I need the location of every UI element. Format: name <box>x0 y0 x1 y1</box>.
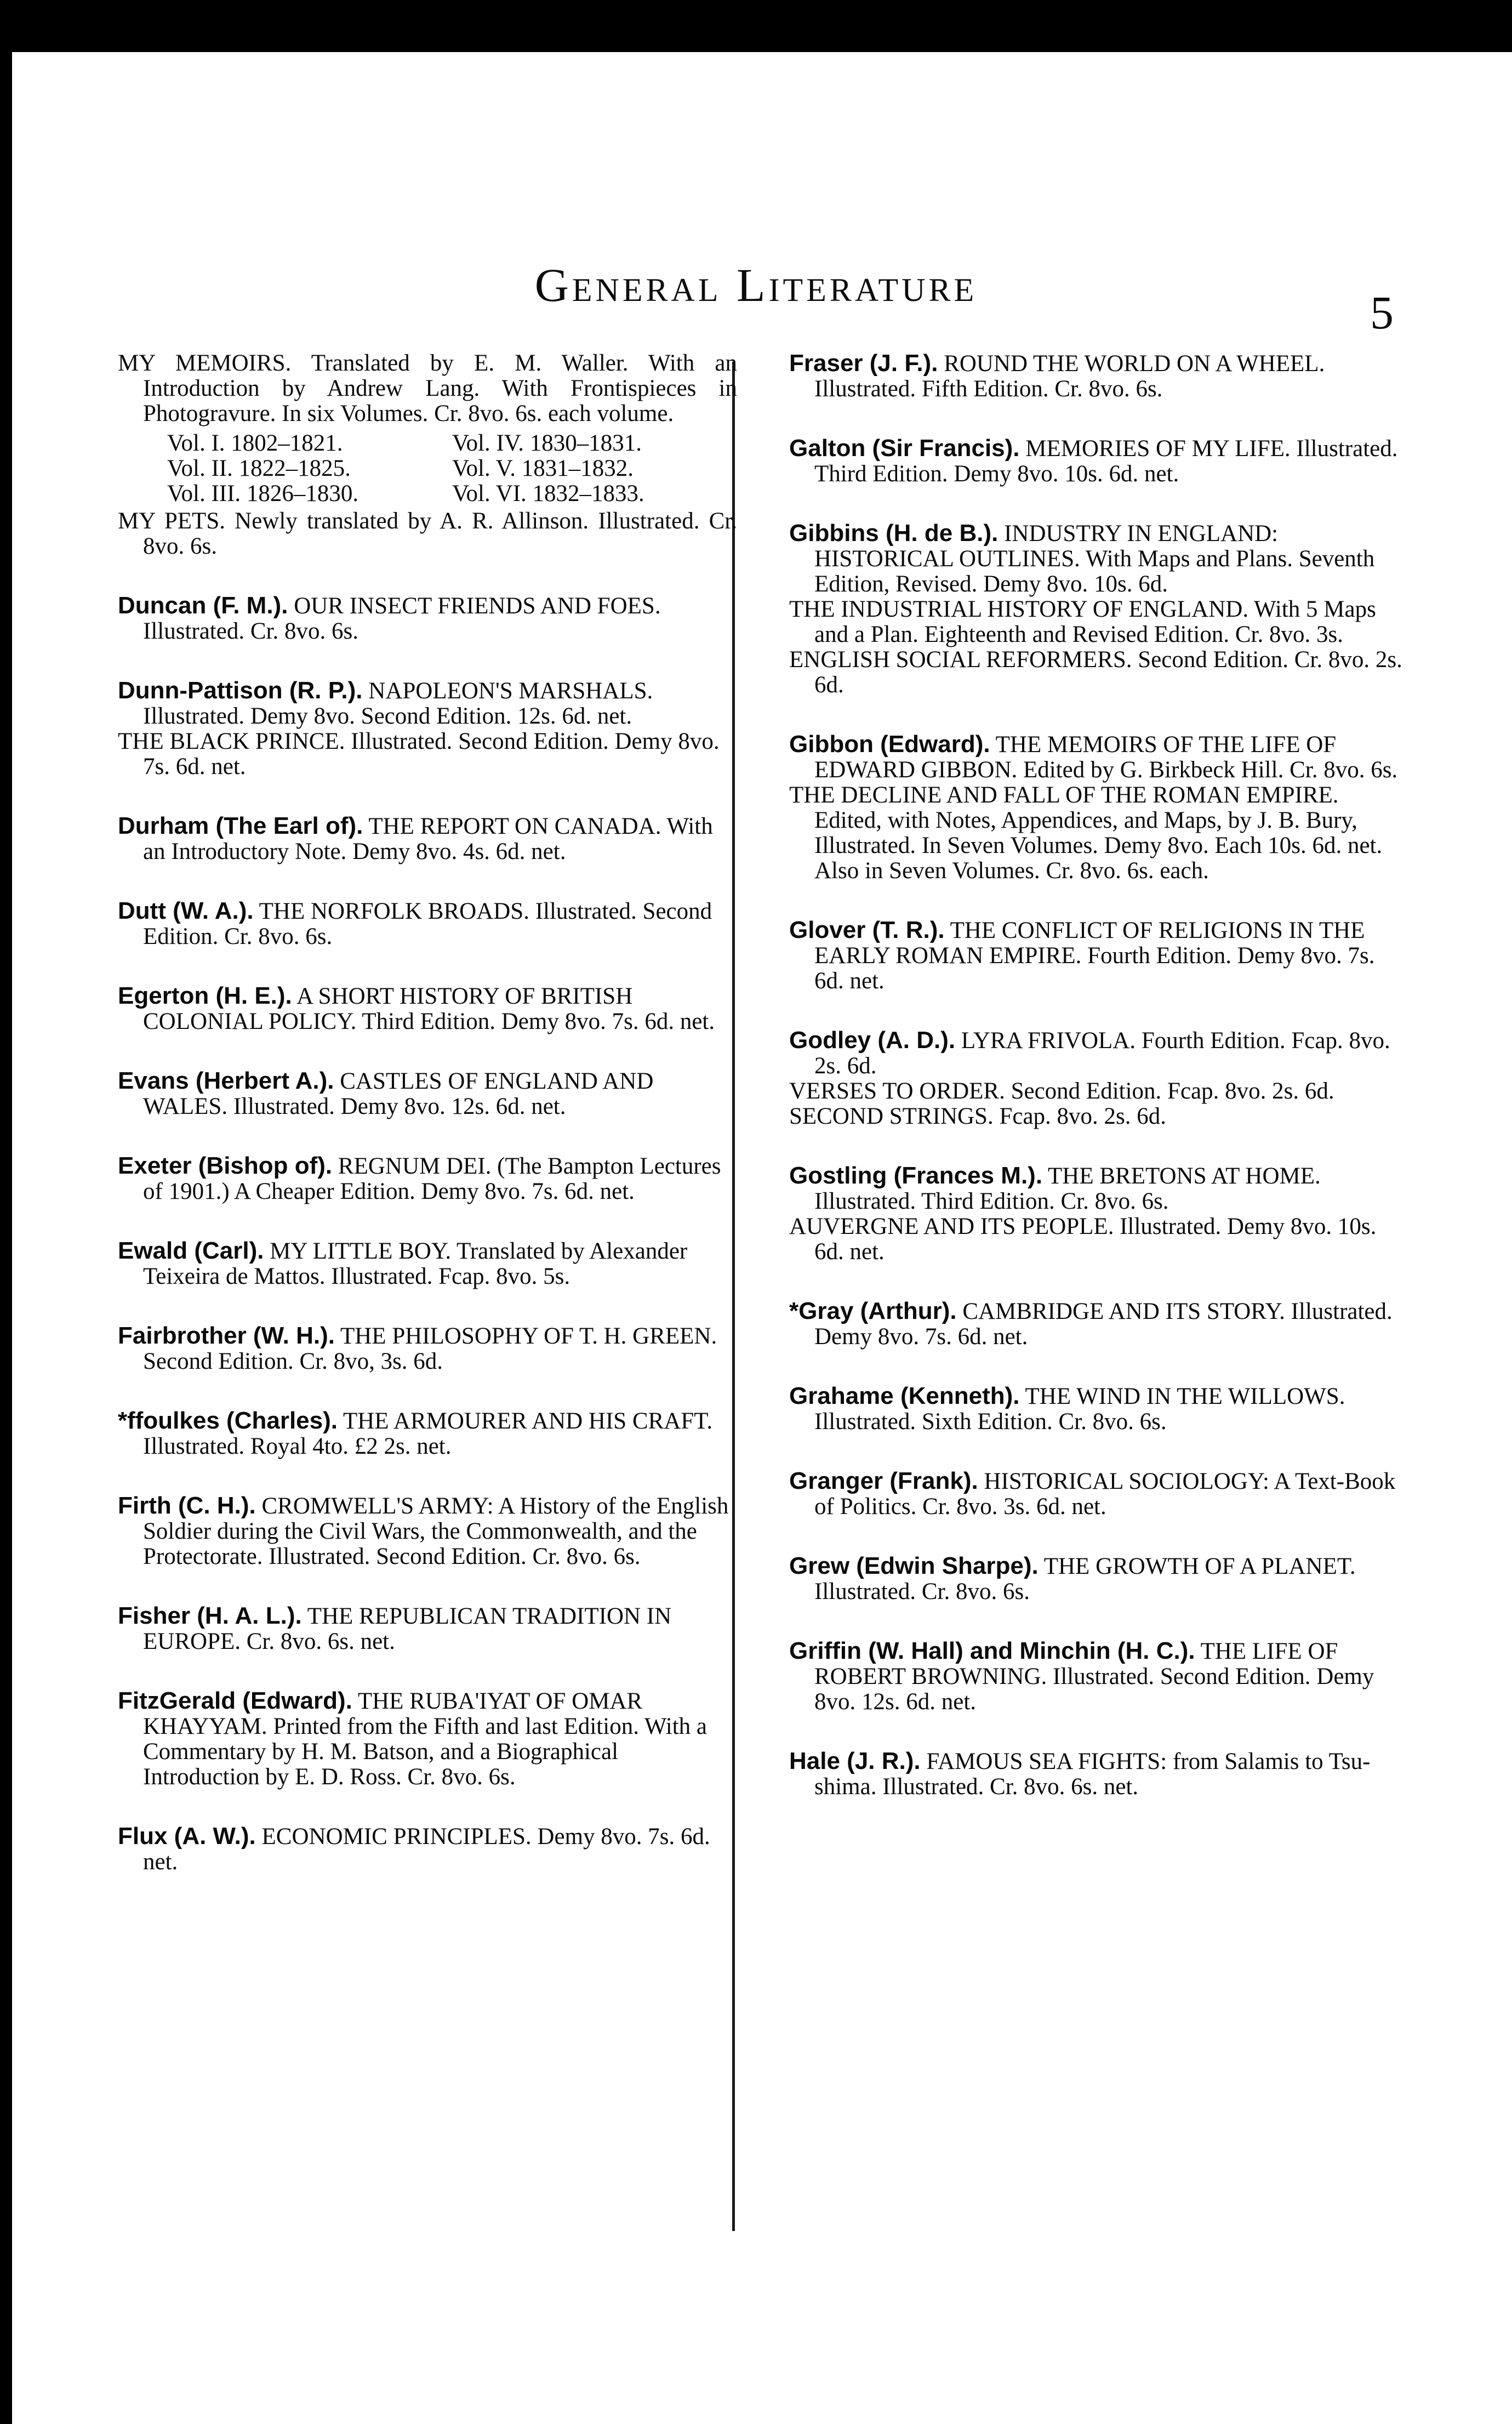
entry-author: Exeter (Bishop of). <box>118 1152 333 1179</box>
catalog-entry-dutt <box>118 898 737 949</box>
catalog-entry-evans <box>118 1068 737 1119</box>
catalog-entry-egerton <box>118 983 737 1034</box>
catalog-entry-firth <box>118 1493 737 1569</box>
entry-author: Fraser (J. F.). <box>789 350 938 377</box>
entry-text: THE PHILOSOPHY OF T. H. GREEN. Second Edition. Cr. 8vo, 3s. 6d. <box>143 1323 717 1374</box>
entry-text: THE GROWTH OF A PLANET. Illustrated. Cr. 8vo. 6s. <box>814 1554 1356 1604</box>
entry-text: ECONOMIC PRINCIPLES. Demy 8vo. 7s. 6d. net. <box>143 1824 710 1875</box>
catalog-entry-galton <box>789 436 1408 487</box>
catalog-entry-gibbins <box>789 521 1408 698</box>
catalog-entry-grahame <box>789 1384 1408 1435</box>
catalog-entry-godley <box>789 1028 1408 1129</box>
entry-extra: SECOND STRINGS. Fcap. 8vo. 2s. 6d. <box>789 1103 1167 1129</box>
entry-text: CROMWELL'S ARMY: A History of the English Soldier during the Civil Wars, the Commonwealth, and the Protectorate. Illustrated. Second Edition. Cr. 8vo. 6s. <box>143 1493 729 1569</box>
scan-left-border <box>0 52 12 2424</box>
entry-text: THE CONFLICT OF RELIGIONS IN THE EARLY ROMAN EMPIRE. Fourth Edition. Demy 8vo. 7s. 6d. net. <box>814 918 1375 994</box>
entry-author: Flux (A. W.). <box>118 1823 256 1850</box>
entry-text: THE BRETONS AT HOME. Illustrated. Third Edition. Cr. 8vo. 6s. <box>814 1163 1321 1214</box>
entry-extra: VERSES TO ORDER. Second Edition. Fcap. 8vo. 2s. 6d. <box>789 1078 1334 1104</box>
catalog-entry-memoirs <box>118 351 737 426</box>
entry-extra: THE BLACK PRINCE. Illustrated. Second Edition. Demy 8vo. 7s. 6d. net. <box>118 729 720 779</box>
entry-text: FAMOUS SEA FIGHTS: from Salamis to Tsu-shima. Illustrated. Cr. 8vo. 6s. net. <box>814 1749 1371 1800</box>
entry-text: NAPOLEON'S MARSHALS. Illustrated. Demy 8vo. Second Edition. 12s. 6d. net. <box>143 678 653 729</box>
entry-author: Fairbrother (W. H.). <box>118 1322 335 1349</box>
entry-text: THE RUBA'IYAT OF OMAR KHAYYAM. Printed from the Fifth and last Edition. With a Commentary by H. M. Batson, and a Biographical Introduction by E. D. Ross. Cr. 8vo. 6s. <box>143 1688 707 1790</box>
entry-text: INDUSTRY IN ENGLAND: HISTORICAL OUTLINES. With Maps and Plans. Seventh Edition, Revised. Demy 8vo. 10s. 6d. <box>814 521 1375 597</box>
running-head: General Literature <box>534 259 978 311</box>
catalog-entry-grew <box>789 1554 1408 1604</box>
catalog-entry-ffoulkes <box>118 1408 737 1459</box>
entry-extra: THE INDUSTRIAL HISTORY OF ENGLAND. With 5 Maps and a Plan. Eighteenth and Revised Edition. Cr. 8vo. 3s. <box>789 596 1376 647</box>
entry-author: Hale (J. R.). <box>789 1748 921 1774</box>
catalog-entry-duncan <box>118 593 737 644</box>
entry-text: CASTLES OF ENGLAND AND WALES. Illustrated. Demy 8vo. 12s. 6d. net. <box>143 1068 654 1119</box>
catalog-entry-ewald <box>118 1238 737 1289</box>
entry-author: Evans (Herbert A.). <box>118 1067 334 1094</box>
entry-author: Granger (Frank). <box>789 1467 978 1494</box>
catalog-entry-fitzgerald <box>118 1688 737 1790</box>
catalog-entry-flux <box>118 1824 737 1875</box>
entry-author: Durham (The Earl of). <box>118 812 363 839</box>
entry-text: A SHORT HISTORY OF BRITISH COLONIAL POLICY. Third Edition. Demy 8vo. 7s. 6d. net. <box>143 983 715 1034</box>
entry-author: *Gray (Arthur). <box>789 1298 957 1324</box>
entry-text: OUR INSECT FRIENDS AND FOES. Illustrated. Cr. 8vo. 6s. <box>143 593 661 644</box>
catalog-entry-dunn-pattison <box>118 678 737 779</box>
catalog-entry-gibbon <box>789 732 1408 884</box>
volume-row: Vol. I. 1802–1821. Vol. IV. 1830–1831. <box>167 430 642 456</box>
catalog-entry-gostling <box>789 1163 1408 1265</box>
entry-author: Grew (Edwin Sharpe). <box>789 1552 1039 1579</box>
entry-author: Grahame (Kenneth). <box>789 1382 1020 1409</box>
entry-extra: THE DECLINE AND FALL OF THE ROMAN EMPIRE. Edited, with Notes, Appendices, and Maps, by J. B. Bury, Illustrated. In Seven Volumes. Demy 8vo. Each 10s. 6d. net. Also in Seven Volumes. Cr. 8vo. 6s. each. <box>789 782 1383 884</box>
entry-author: Gibbins (H. de B.). <box>789 520 999 547</box>
entry-text: MEMORIES OF MY LIFE. Illustrated. Third Edition. Demy 8vo. 10s. 6d. net. <box>814 436 1398 487</box>
page-number: 5 <box>1370 286 1394 339</box>
entry-author: Griffin (W. Hall) and Minchin (H. C.). <box>789 1637 1195 1664</box>
volume-row: Vol. III. 1826–1830. Vol. VI. 1832–1833. <box>167 481 644 507</box>
entry-author: Dunn-Pattison (R. P.). <box>118 677 363 704</box>
entry-text: THE ARMOURER AND HIS CRAFT. Illustrated. Royal 4to. £2 2s. net. <box>143 1408 713 1459</box>
entry-extra: AUVERGNE AND ITS PEOPLE. Illustrated. Demy 8vo. 10s. 6d. net. <box>789 1214 1377 1265</box>
entry-text: THE WIND IN THE WILLOWS. Illustrated. Sixth Edition. Cr. 8vo. 6s. <box>814 1384 1345 1435</box>
entry-text: LYRA FRIVOLA. Fourth Edition. Fcap. 8vo. 2s. 6d. <box>814 1028 1390 1079</box>
entry-author: FitzGerald (Edward). <box>118 1687 352 1714</box>
entry-author: Gibbon (Edward). <box>789 731 990 758</box>
volume-row: Vol. II. 1822–1825. Vol. V. 1831–1832. <box>167 456 634 481</box>
entry-extra: ENGLISH SOCIAL REFORMERS. Second Edition. Cr. 8vo. 2s. 6d. <box>789 647 1402 698</box>
entry-author: Egerton (H. E.). <box>118 982 292 1009</box>
entry-text: MY LITTLE BOY. Translated by Alexander Teixeira de Mattos. Illustrated. Fcap. 8vo. 5s. <box>143 1238 688 1289</box>
entry-text: ROUND THE WORLD ON A WHEEL. Illustrated. Fifth Edition. Cr. 8vo. 6s. <box>814 351 1325 402</box>
entry-author: Firth (C. H.). <box>118 1492 256 1519</box>
entry-text: THE LIFE OF ROBERT BROWNING. Illustrated. Second Edition. Demy 8vo. 12s. 6d. net. <box>814 1638 1374 1715</box>
volume-list <box>118 431 737 507</box>
catalog-entry-fairbrother <box>118 1323 737 1374</box>
entry-author: Galton (Sir Francis). <box>789 435 1020 462</box>
catalog-entry-exeter <box>118 1153 737 1204</box>
entry-author: Godley (A. D.). <box>789 1027 956 1054</box>
catalog-entry-my-pets <box>118 509 737 559</box>
entry-text: MY PETS. Newly translated by A. R. Allinson. Illustrated. Cr. 8vo. 6s. <box>118 508 737 559</box>
catalog-entry-durham <box>118 813 737 864</box>
entry-text: MY MEMOIRS. Translated by E. M. Waller. With an Introduction by Andrew Lang. With Frontispieces in Photogravure. In six Volumes. Cr. 8vo. 6s. each volume. <box>118 350 737 426</box>
entry-author: Duncan (F. M.). <box>118 592 288 619</box>
entry-author: Glover (T. R.). <box>789 917 945 943</box>
catalog-entry-fraser <box>789 351 1408 402</box>
entry-text: THE NORFOLK BROADS. Illustrated. Second Edition. Cr. 8vo. 6s. <box>143 898 712 949</box>
entry-text: THE REPORT ON CANADA. With an Introductory Note. Demy 8vo. 4s. 6d. net. <box>143 813 713 864</box>
entry-author: Gostling (Frances M.). <box>789 1162 1043 1189</box>
entry-author: Ewald (Carl). <box>118 1237 264 1264</box>
entry-text: CAMBRIDGE AND ITS STORY. Illustrated. Demy 8vo. 7s. 6d. net. <box>814 1299 1393 1350</box>
catalog-entry-granger <box>789 1469 1408 1520</box>
catalog-entry-griffin <box>789 1638 1408 1715</box>
scan-top-border <box>0 0 1512 52</box>
entry-author: Dutt (W. A.). <box>118 897 254 924</box>
catalog-entry-fisher <box>118 1603 737 1654</box>
entry-author: *ffoulkes (Charles). <box>118 1407 338 1434</box>
entry-text: REGNUM DEI. (The Bampton Lectures of 1901.) A Cheaper Edition. Demy 8vo. 7s. 6d. net. <box>143 1153 721 1204</box>
entry-author: Fisher (H. A. L.). <box>118 1602 302 1629</box>
entry-text: THE REPUBLICAN TRADITION IN EUROPE. Cr. 8vo. 6s. net. <box>143 1603 672 1654</box>
entry-text: HISTORICAL SOCIOLOGY: A Text-Book of Politics. Cr. 8vo. 3s. 6d. net. <box>814 1469 1396 1520</box>
catalog-entry-gray <box>789 1299 1408 1350</box>
catalog-entry-glover <box>789 918 1408 994</box>
left-column <box>118 351 737 1909</box>
catalog-entry-hale <box>789 1749 1408 1800</box>
entry-text: THE MEMOIRS OF THE LIFE OF EDWARD GIBBON. Edited by G. Birkbeck Hill. Cr. 8vo. 6s. <box>814 732 1398 783</box>
right-column <box>789 351 1408 1834</box>
